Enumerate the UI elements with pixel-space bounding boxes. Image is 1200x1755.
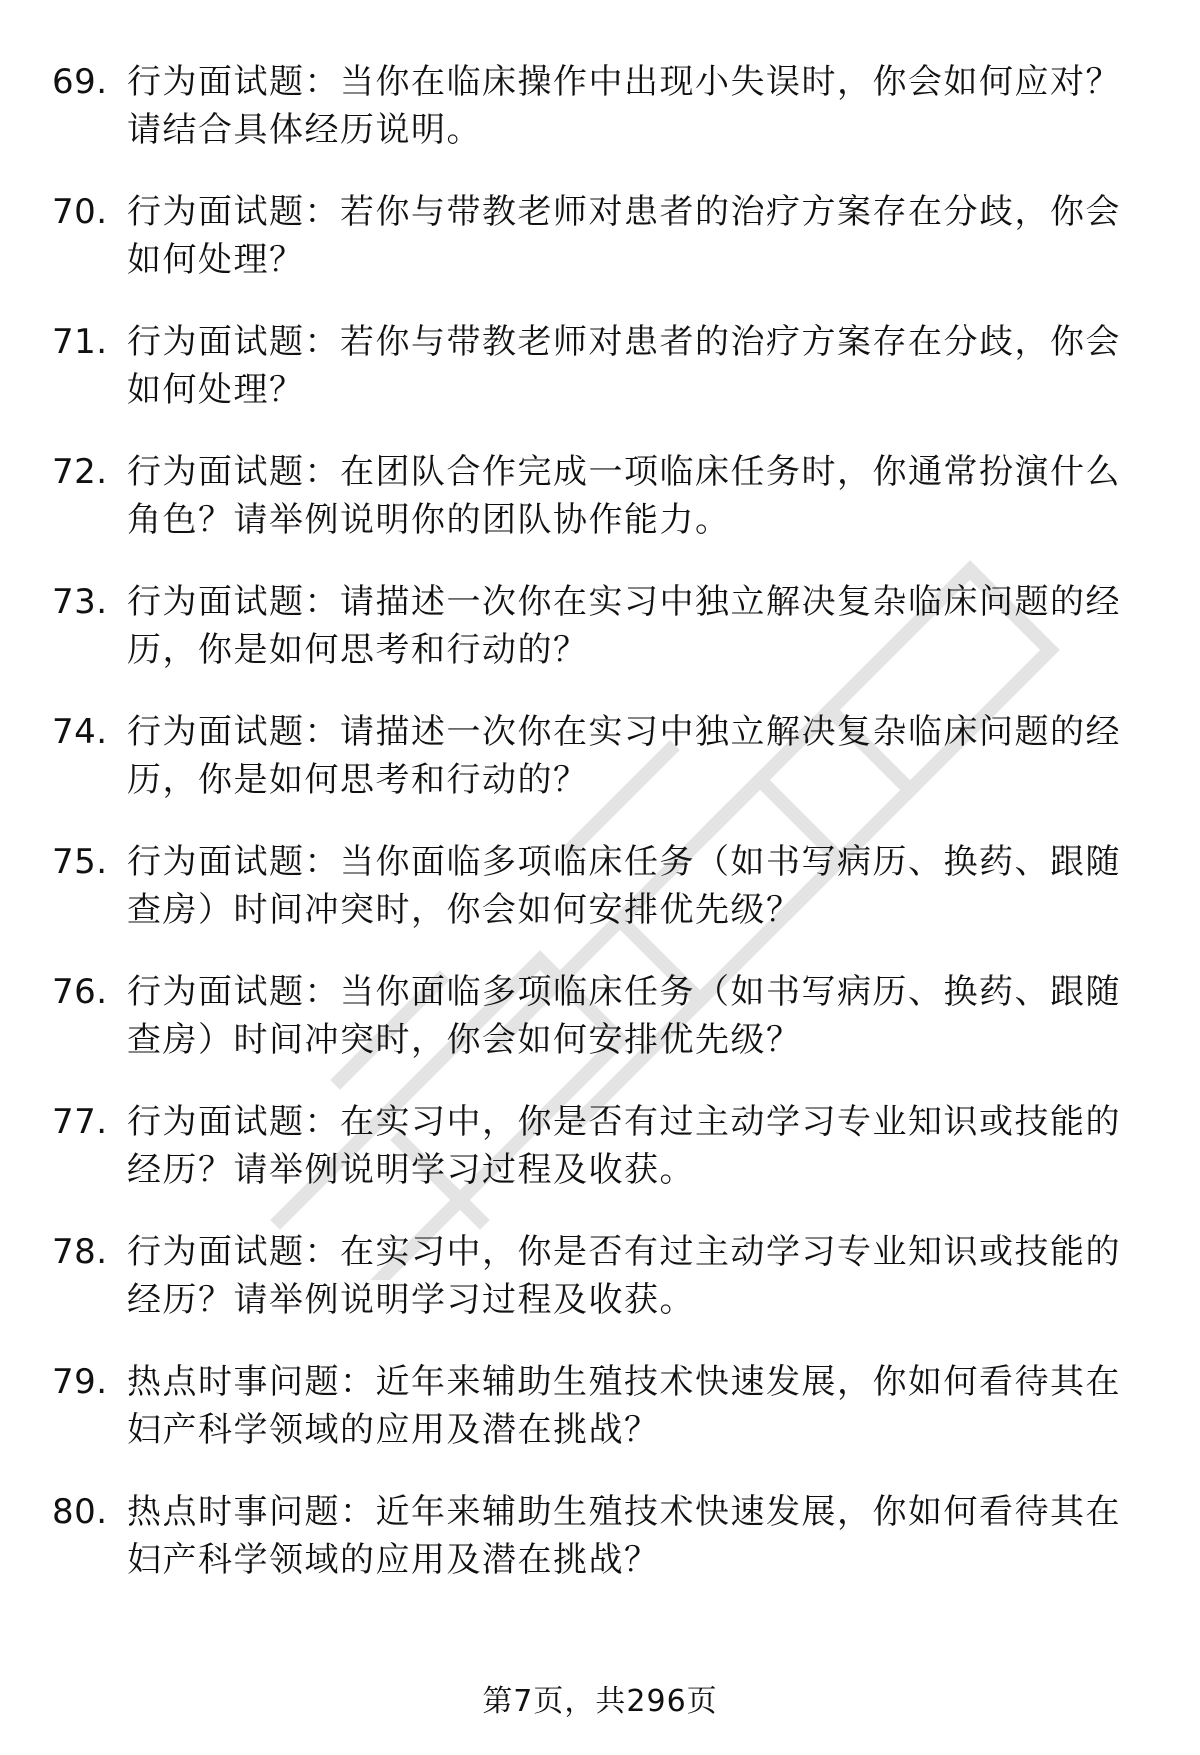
question-number: 80. [52,1492,108,1532]
question-text: 行为面试题：在实习中，你是否有过主动学习专业知识或技能的经历？请举例说明学习过程及收获。 [127,1232,1121,1320]
question-number: 69. [52,62,108,102]
question-item [0,838,1200,968]
question-number: 74. [52,712,108,752]
question-number: 73. [52,582,108,622]
question-list [0,58,1200,1618]
question-text: 行为面试题：请描述一次你在实习中独立解决复杂临床问题的经历，你是如何思考和行动的？ [127,712,1121,800]
question-item [0,968,1200,1098]
question-number: 70. [52,192,108,232]
question-text: 热点时事问题：近年来辅助生殖技术快速发展，你如何看待其在妇产科学领域的应用及潜在挑战？ [127,1492,1121,1580]
question-item [0,188,1200,318]
question-item [0,318,1200,448]
page-footer: 第7页，共296页 [482,1684,718,1719]
question-number: 79. [52,1362,108,1402]
question-number: 78. [52,1232,108,1272]
question-text: 热点时事问题：近年来辅助生殖技术快速发展，你如何看待其在妇产科学领域的应用及潜在挑战？ [127,1362,1121,1450]
question-number: 75. [52,842,108,882]
question-text: 行为面试题：当你面临多项临床任务（如书写病历、换药、跟随查房）时间冲突时，你会如何安排优先级？ [127,842,1121,930]
question-text: 行为面试题：在实习中，你是否有过主动学习专业知识或技能的经历？请举例说明学习过程及收获。 [127,1102,1121,1190]
question-item [0,1358,1200,1488]
question-text: 行为面试题：若你与带教老师对患者的治疗方案存在分歧，你会如何处理？ [127,192,1121,280]
question-number: 71. [52,322,108,362]
question-item [0,708,1200,838]
question-item [0,1098,1200,1228]
question-number: 76. [52,972,108,1012]
question-text: 行为面试题：当你在临床操作中出现小失误时，你会如何应对？请结合具体经历说明。 [127,62,1121,150]
question-text: 行为面试题：在团队合作完成一项临床任务时，你通常扮演什么角色？请举例说明你的团队协作能力。 [127,452,1121,540]
question-item [0,578,1200,708]
question-item [0,58,1200,188]
question-number: 72. [52,452,108,492]
question-item [0,1488,1200,1618]
question-item [0,1228,1200,1358]
question-text: 行为面试题：请描述一次你在实习中独立解决复杂临床问题的经历，你是如何思考和行动的？ [127,582,1121,670]
question-number: 77. [52,1102,108,1142]
question-text: 行为面试题：若你与带教老师对患者的治疗方案存在分歧，你会如何处理？ [127,322,1121,410]
question-item [0,448,1200,578]
question-text: 行为面试题：当你面临多项临床任务（如书写病历、换药、跟随查房）时间冲突时，你会如何安排优先级？ [127,972,1121,1060]
